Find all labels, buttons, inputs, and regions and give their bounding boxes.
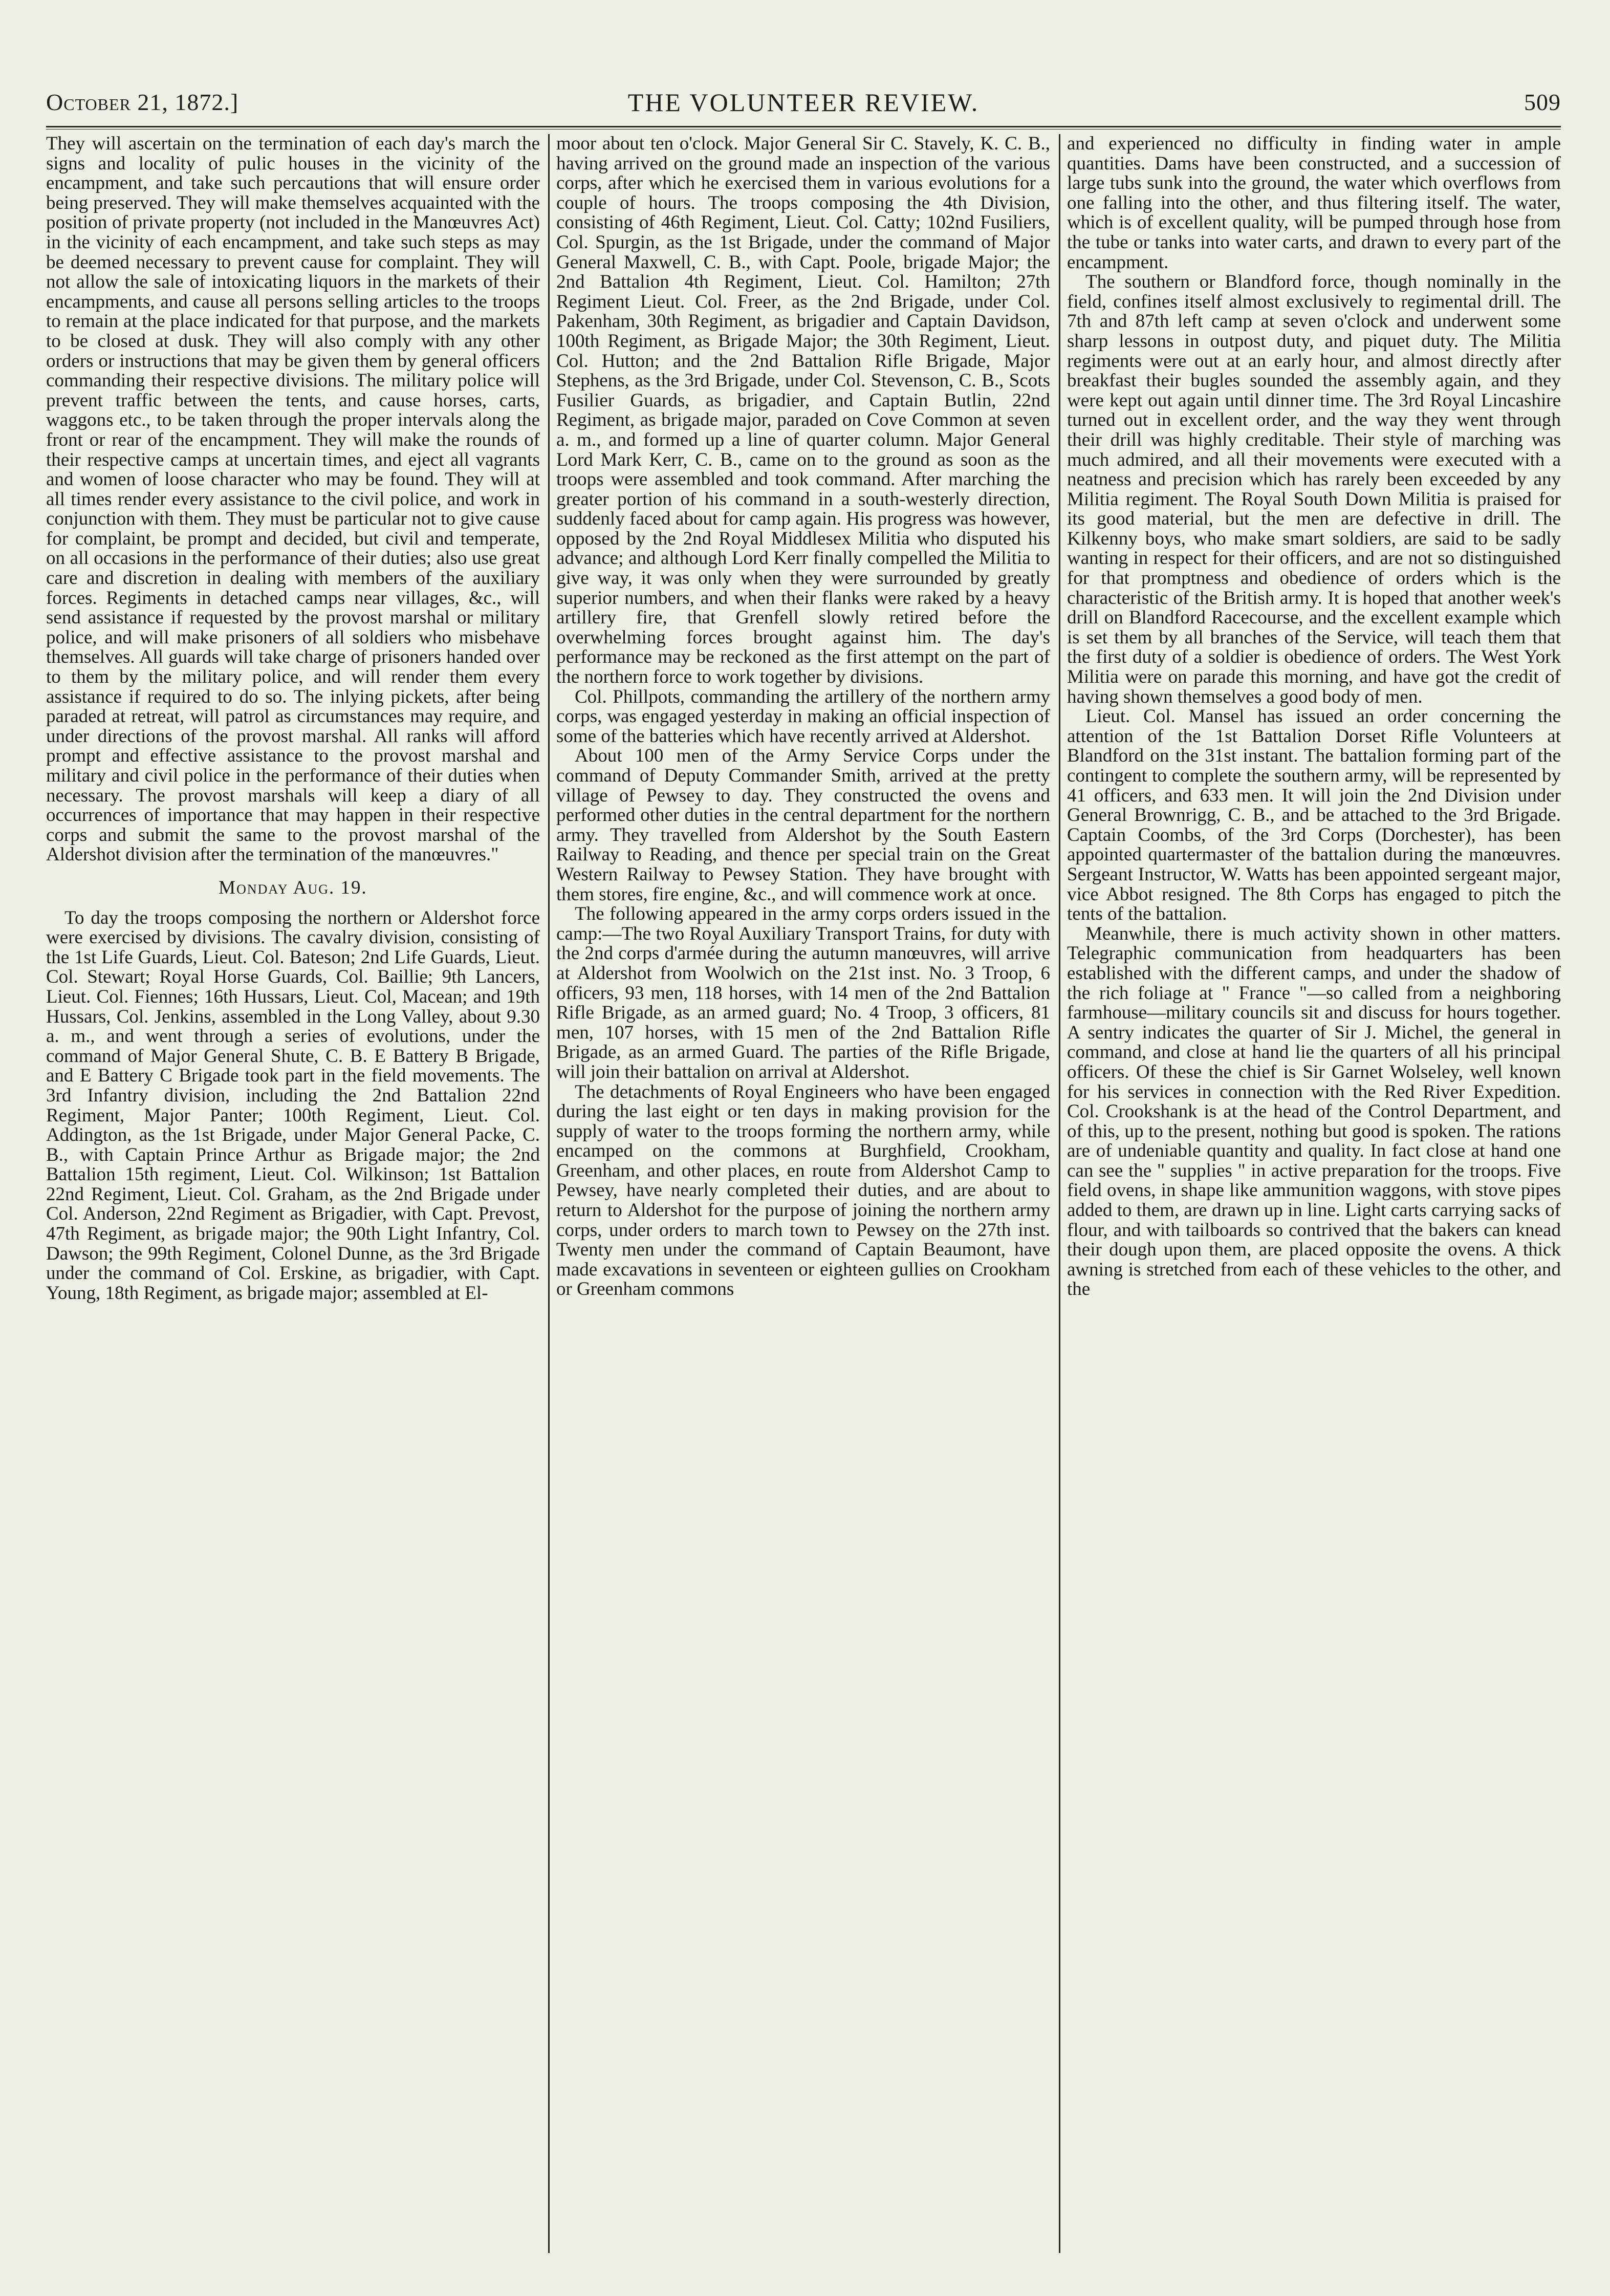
page-header — [46, 86, 1561, 124]
column-3 — [1067, 134, 1561, 2253]
column-2-paragraph-4: The following appeared in the army corps orders issued in the camp:—The two Royal Auxiliary Transport Trains, for duty with the 2nd corps d'armée during the autumn manœuvres, will arrive at Aldershot from Woolwich on the 21st inst. No. 3 Troop, 6 officers, 93 men, 118 horses, with 14 men of the 2nd Battalion Rifle Brigade, as an armed guard; No. 4 Troop, 3 officers, 81 men, 107 horses, with 15 men of the 2nd Battalion Rifle Brigade, as an armed Guard. The parties of the Rifle Brigade, will join their battalion on arrival at Aldershot. — [556, 903, 1050, 1082]
column-2 — [556, 134, 1050, 2253]
column-3-paragraph-1: and experienced no difficulty in finding water in ample quantities. Dams have been constructed, and a succession of large tubs sunk into the ground, the water which overflows from one falling into the other, and thus filtering itself. The water, which is of excellent quality, will be pumped through hose from the tube or tanks into water carts, and drawn to every part of the encampment. — [1067, 134, 1561, 273]
column-1 — [46, 134, 540, 2253]
publication-title: THE VOLUNTEER REVIEW. — [627, 88, 980, 117]
column-2-paragraph-1: moor about ten o'clock. Major General Sir C. Stavely, K. C. B., having arrived on the ground made an inspection of the various corps, after which he exercised them in various evolutions for a couple of hours. The troops composing the 4th Division, consisting of 46th Regiment, Lieut. Col. Catty; 102nd Fusiliers, Col. Spurgin, as the 1st Brigade, under the command of Major General Maxwell, C. B., with Capt. Poole, brigade Major; the 2nd Battalion 4th Regiment, Lieut. Col. Hamilton; 27th Regiment Lieut. Col. Freer, as the 2nd Brigade, under Col. Pakenham, 30th Regiment, as brigadier and Captain Davidson, 100th Regiment, as Brigade Major; the 30th Regiment, Lieut. Col. Hutton; and the 2nd Battalion Rifle Brigade, Major Stephens, as the 3rd Brigade, under Col. Stevenson, C. B., Scots Fusilier Guards, as brigadier, and Captain Butlin, 22nd Regiment, as brigade major, paraded on Cove Common at seven a. m., and formed up a line of quarter column. Major General Lord Mark Kerr, C. B., came on to the ground as soon as the troops were assembled and took command. After marching the greater portion of his command in a south-westerly direction, suddenly faced about for camp again. His progress was however, opposed by the 2nd Royal Middlesex Militia who disputed his advance; and although Lord Kerr finally compelled the Militia to give way, it was only when they were surrounded by greatly superior numbers, and when their flanks were raked by a heavy artillery fire, that Grenfell slowly retired before the overwhelming forces brought against him. The day's performance may be reckoned as the first attempt on the part of the northern force to work together by divisions. — [556, 134, 1050, 688]
column-2-paragraph-5: The detachments of Royal Engineers who have been engaged during the last eight or ten days in making provision for the supply of water to the troops forming the northern army, while encamped on the commons at Burghfield, Crookham, Greenham, and other places, en route from Aldershot Camp to Pewsey, have nearly completed their duties, and are about to return to Aldershot for the purpose of joining the northern army corps, under orders to march town to Pewsey on the 27th inst. Twenty men under the command of Captain Beaumont, have made excavations in seventeen or eighteen gullies on Crookham or Greenham commons — [556, 1081, 1050, 1300]
issue-date: October 21, 1872.] — [46, 89, 239, 115]
column-1-paragraph-2: To day the troops composing the northern or Aldershot force were exercised by divisions. The cavalry division, consisting of the 1st Life Guards, Lieut. Col. Bateson; 2nd Life Guards, Lieut. Col. Stewart; Royal Horse Guards, Col. Baillie; 9th Lancers, Lieut. Col. Fiennes; 16th Hussars, Lieut. Col, Macean; and 19th Hussars, Col. Jenkins, assembled in the Long Valley, about 9.30 a. m., and went through a series of evolutions, under the command of Major General Shute, C. B. E Battery B Brigade, and E Battery C Brigade took part in the field movements. The 3rd Infantry division, including the 2nd Battalion 22nd Regiment, Major Panter; 100th Regiment, Lieut. Col. Addington, as the 1st Brigade, under Major General Packe, C. B., with Captain Prince Arthur as Brigade major; the 2nd Battalion 15th regiment, Lieut. Col. Wilkinson; 1st Battalion 22nd Regiment, Lieut. Col. Graham, as the 2nd Brigade under Col. Anderson, 22nd Regiment as Brigadier, with Capt. Prevost, 47th Regiment, as brigade major; the 90th Light Infantry, Col. Dawson; the 99th Regiment, Colonel Dunne, as the 3rd Brigade under the command of Col. Erskine, as brigadier, with Capt. Young, 18th Regiment, as brigade major; assembled at El- — [46, 907, 540, 1304]
column-2-paragraph-3: About 100 men of the Army Service Corps under the command of Deputy Commander Smith, arrived at the pretty village of Pewsey to day. They constructed the ovens and performed other duties in the central department for the northern army. They travelled from Aldershot by the South Eastern Railway to Reading, and thence per special train on the Great Western Railway to Pewsey Station. They have brought with them stores, fire engine, &c., and will commence work at once. — [556, 745, 1050, 905]
page-number: 509 — [1524, 89, 1561, 115]
column-3-paragraph-4: Meanwhile, there is much activity shown in other matters. Telegraphic communication from headquarters has been established with the different camps, and under the shadow of the rich foliage at " France "—so called from a neighboring farmhouse—military councils sit and discuss for hours together. A sentry indicates the quarter of Sir J. Michel, the general in command, and close at hand lie the quarters of all his principal officers. Of these the chief is Sir Garnet Wolseley, well known for his services in connection with the Red River Expedition. Col. Crookshank is at the head of the Control Department, and of this, up to the present, nothing but good is spoken. The rations are of undeniable quantity and quality. In fact close at hand one can see the " supplies " in active preparation for the troops. Five field ovens, in shape like ammunition waggons, with stove pipes added to them, are drawn up in line. Light carts carrying sacks of flour, and with tailboards so contrived that the bakers can knead their dough upon them, are placed opposite the ovens. A thick awning is stretched from each of these vehicles to the other, and the — [1067, 923, 1561, 1300]
column-3-paragraph-2: The southern or Blandford force, though nominally in the field, confines itself almost exclusively to regimental drill. The 7th and 87th left camp at seven o'clock and underwent some sharp lessons in outpost duty, and piquet duty. The Militia regiments were out at an early hour, and almost directly after breakfast their bugles sounded the assembly again, and they were kept out again until dinner time. The 3rd Royal Lincashire turned out in excellent order, and the way they went through their drill was highly creditable. Their style of marching was much admired, and all their movements were executed with a neatness and precision which has rarely been exceeded by any Militia regiment. The Royal South Down Militia is praised for its good material, but the men are defective in drill. The Kilkenny boys, who make smart soldiers, are said to be sadly wanting in respect for their officers, and are not so distinguished for that promptness and obedience of orders which is the characteristic of the British army. It is hoped that another week's drill on Blandford Racecourse, and the excellent example which is set them by all branches of the Service, will teach them that the first duty of a soldier is obedience of orders. The West York Militia were on parade this morning, and have got the credit of having shown themselves a good body of men. — [1067, 271, 1561, 707]
column-2-paragraph-2: Col. Phillpots, commanding the artillery of the northern army corps, was engaged yesterday in making an official inspection of some of the batteries which have recently arrived at Aldershot. — [556, 686, 1050, 747]
article-columns — [46, 134, 1561, 2253]
column-3-paragraph-3: Lieut. Col. Mansel has issued an order concerning the attention of the 1st Battalion Dorset Rifle Volunteers at Blandford on the 31st instant. The battalion forming part of the contingent to complete the southern army, will be represented by 41 officers, and 633 men. It will join the 2nd Division under General Brownrigg, C. B., and be attached to the 3rd Brigade. Captain Coombs, of the 3rd Corps (Dorchester), has been appointed quartermaster of the battalion during the manœuvres. Sergeant Instructor, W. Watts has been appointed sergeant major, vice Abbot resigned. The 8th Corps has engaged to pitch the tents of the battalion. — [1067, 706, 1561, 925]
column-divider-2 — [1059, 134, 1060, 2253]
header-rule-top — [46, 126, 1561, 127]
column-divider-1 — [548, 134, 550, 2253]
dateline: Monday Aug. 19. — [219, 877, 367, 898]
column-1-paragraph-1: They will ascertain on the termination of each day's march the signs and locality of pulic houses in the vicinity of the encampment, and take such percautions that will ensure order being preserved. They will make themselves acquainted with the position of private property (not included in the Manœuvres Act) in the vicinity of each encampment, and take such steps as may be deemed necessary to prevent cause for complaint. They will not allow the sale of intoxicating liquors in the markets of their encampments, and cause all persons selling articles to the troops to remain at the place indicated for that purpose, and the markets to be closed at dusk. They will also comply with any other orders or instructions that may be given them by general officers commanding their respective divisions. The military police will prevent traffic between the tents, and cause horses, carts, waggons etc., to be taken through the proper intervals along the front or rear of the encampment. They will make the rounds of their respective camps at uncertain times, and eject all vagrants and women of loose character who may be found. They will at all times render every assistance to the civil police, and work in conjunction with them. They must be particular not to give cause for complaint, be prompt and decided, but civil and temperate, on all occasions in the performance of their duties; also use great care and discretion in dealing with members of the auxiliary forces. Regiments in detached camps near villages, &c., will send assistance if requested by the provost marshal or military police, and will make prisoners of all soldiers who misbehave themselves. All guards will take charge of prisoners handed over to them by the military police, and will render them every assistance if required to do so. The inlying pickets, after being paraded at retreat, will patrol as circumstances may require, and under directions of the provost marshal. All ranks will afford prompt and effective assistance to the provost marshal and military and civil police in the performance of their duties when necessary. The provost marshals will keep a diary of all occurrences of importance that may happen in their respective corps and submit the same to the provost marshal of the Aldershot division after the termination of the manœuvres." — [46, 134, 540, 865]
